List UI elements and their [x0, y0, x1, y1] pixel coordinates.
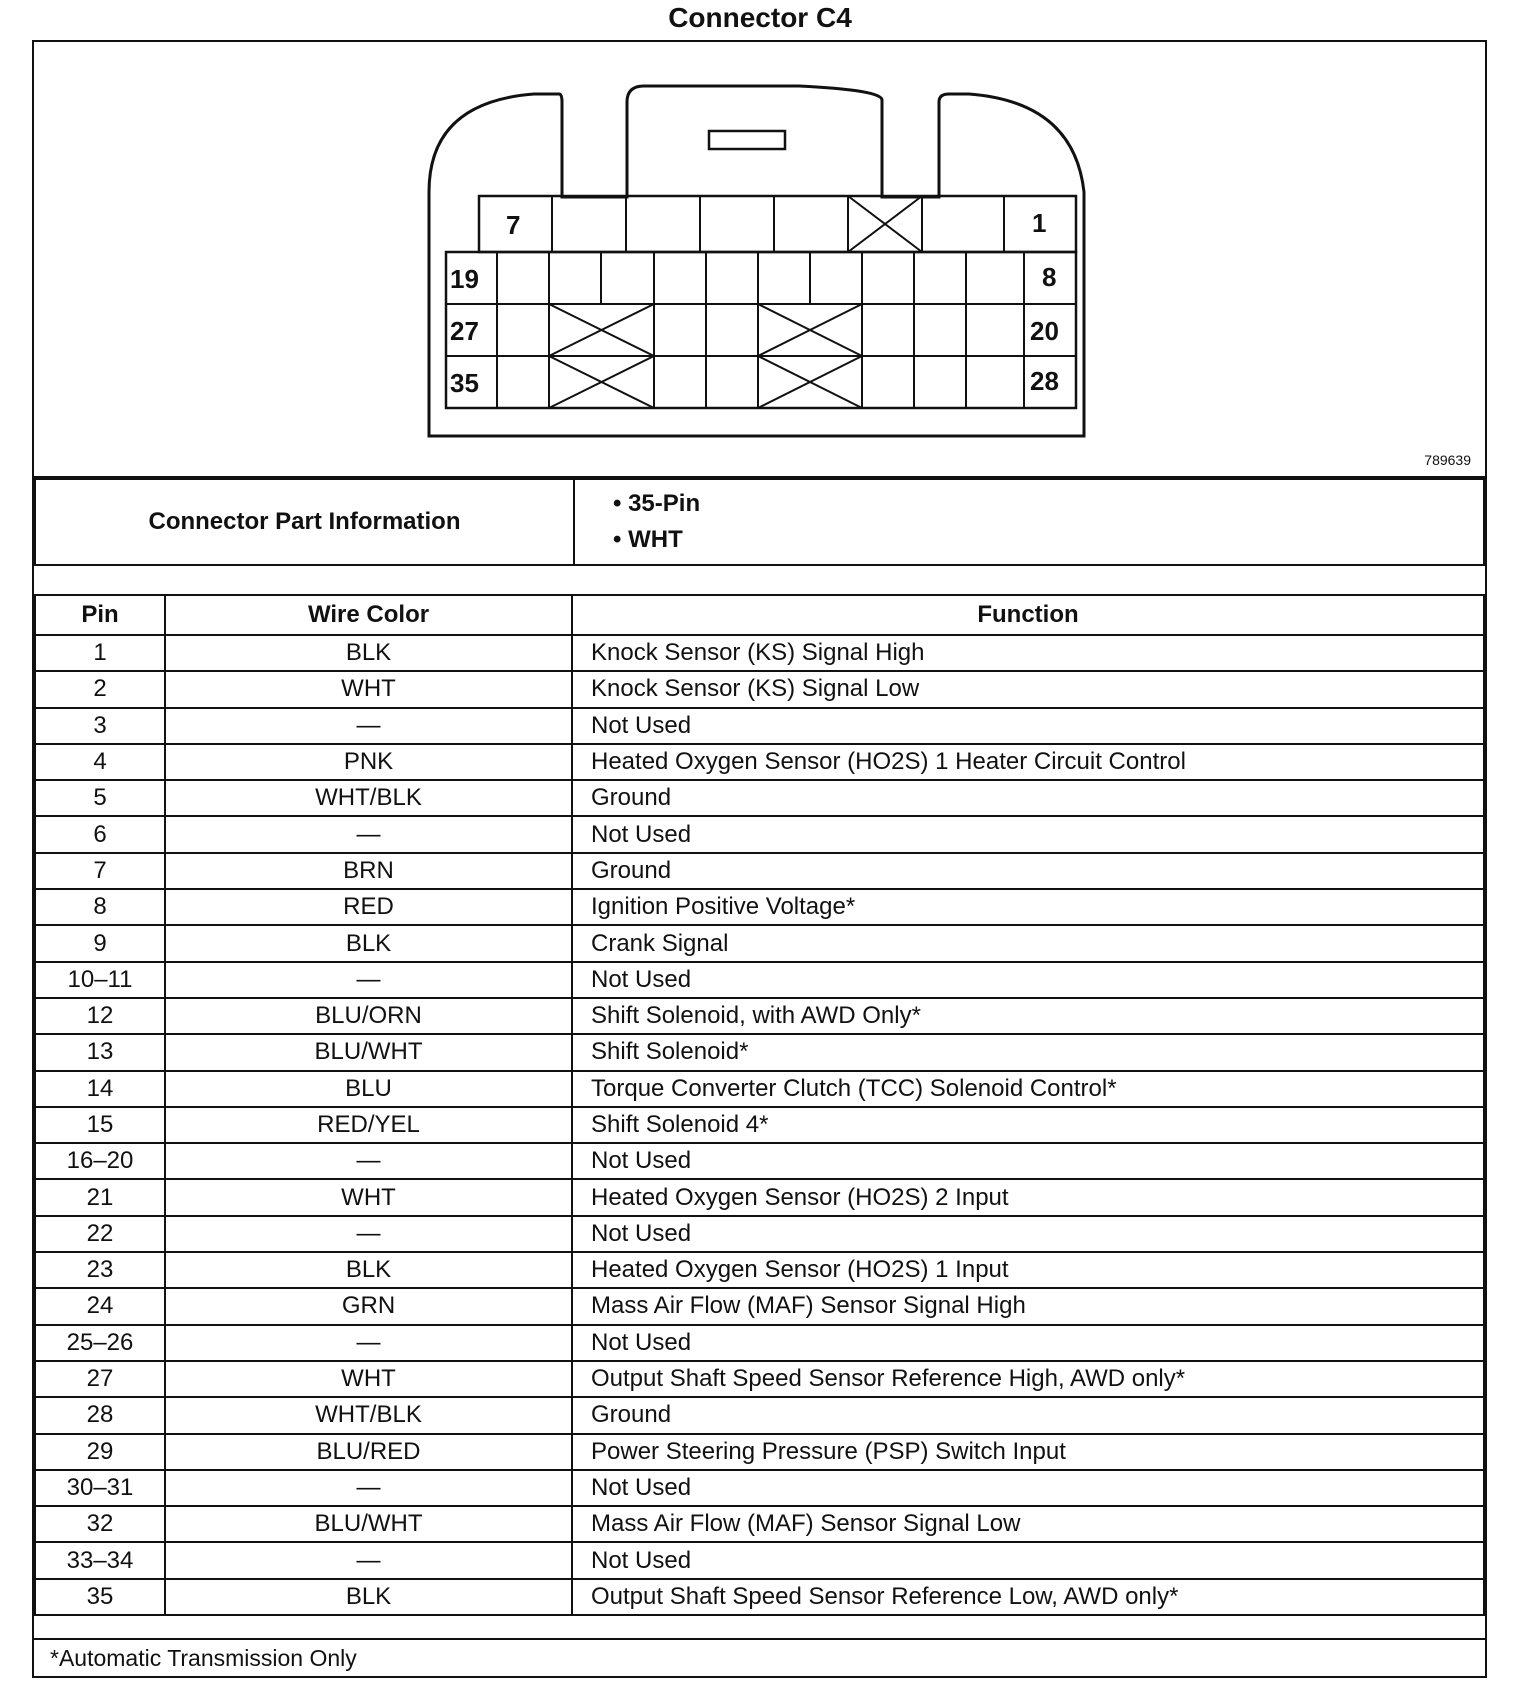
pin-cell: 15 — [35, 1107, 165, 1143]
connector-frame — [32, 40, 1487, 1678]
wire-color-cell: — — [165, 962, 572, 998]
table-row — [35, 962, 1484, 998]
pin-cell: 10–11 — [35, 962, 165, 998]
table-row — [35, 853, 1484, 889]
pin-label-1: 1 — [1032, 208, 1047, 238]
function-cell: Shift Solenoid, with AWD Only* — [572, 998, 1484, 1034]
function-cell: Output Shaft Speed Sensor Reference Low, AWD only* — [572, 1579, 1484, 1615]
part-info-label: Connector Part Information — [35, 479, 574, 565]
connector-face-drawing — [34, 42, 1485, 476]
function-cell: Output Shaft Speed Sensor Reference High, AWD only* — [572, 1361, 1484, 1397]
table-row — [35, 998, 1484, 1034]
latch-slot — [709, 131, 785, 149]
part-info-item: • WHT — [613, 522, 1483, 558]
pin-cell: 5 — [35, 780, 165, 816]
table-row — [35, 1107, 1484, 1143]
table-row — [35, 1542, 1484, 1578]
table-row — [35, 1071, 1484, 1107]
header-wire-color: Wire Color — [165, 595, 572, 635]
pin-cell: 24 — [35, 1288, 165, 1324]
figure-id: 789639 — [1424, 452, 1471, 468]
pin-label-35: 35 — [450, 368, 479, 398]
function-cell: Not Used — [572, 708, 1484, 744]
pin-label-19: 19 — [450, 264, 479, 294]
wire-color-cell: — — [165, 1216, 572, 1252]
table-row — [35, 1397, 1484, 1433]
pin-rows — [35, 635, 1484, 1615]
pin-cell: 21 — [35, 1179, 165, 1215]
pin-cell: 29 — [35, 1434, 165, 1470]
wire-color-cell: BLK — [165, 925, 572, 961]
function-cell: Mass Air Flow (MAF) Sensor Signal High — [572, 1288, 1484, 1324]
header-pin: Pin — [35, 595, 165, 635]
table-row — [35, 1506, 1484, 1542]
wire-color-cell: BLK — [165, 1252, 572, 1288]
function-cell: Knock Sensor (KS) Signal High — [572, 635, 1484, 671]
table-row — [35, 1361, 1484, 1397]
wire-color-cell: — — [165, 1470, 572, 1506]
wire-color-cell: BLK — [165, 635, 572, 671]
table-row — [35, 1288, 1484, 1324]
function-cell: Heated Oxygen Sensor (HO2S) 1 Heater Circuit Control — [572, 744, 1484, 780]
wire-color-cell: BLU/RED — [165, 1434, 572, 1470]
pin-cell: 22 — [35, 1216, 165, 1252]
pin-cell: 30–31 — [35, 1470, 165, 1506]
pin-cell: 2 — [35, 671, 165, 707]
table-row — [35, 1434, 1484, 1470]
table-row — [35, 925, 1484, 961]
pin-cell: 12 — [35, 998, 165, 1034]
table-row — [35, 744, 1484, 780]
pin-table — [34, 594, 1485, 1616]
pin-label-8: 8 — [1042, 262, 1057, 292]
pin-cell: 27 — [35, 1361, 165, 1397]
wire-color-cell: GRN — [165, 1288, 572, 1324]
table-row — [35, 1179, 1484, 1215]
wire-color-cell: RED — [165, 889, 572, 925]
table-row — [35, 1034, 1484, 1070]
pin-cell: 1 — [35, 635, 165, 671]
pin-cell: 4 — [35, 744, 165, 780]
function-cell: Torque Converter Clutch (TCC) Solenoid Control* — [572, 1071, 1484, 1107]
table-row — [35, 1325, 1484, 1361]
pin-cell: 13 — [35, 1034, 165, 1070]
wire-color-cell: WHT/BLK — [165, 780, 572, 816]
pin-row-1 — [479, 196, 1076, 252]
wire-color-cell: WHT — [165, 671, 572, 707]
header-function: Function — [572, 595, 1484, 635]
pin-cell: 35 — [35, 1579, 165, 1615]
table-row — [35, 1143, 1484, 1179]
pin-label-28: 28 — [1030, 366, 1059, 396]
wire-color-cell: BLU/WHT — [165, 1034, 572, 1070]
function-cell: Power Steering Pressure (PSP) Switch Input — [572, 1434, 1484, 1470]
pin-cell: 33–34 — [35, 1542, 165, 1578]
table-row — [35, 816, 1484, 852]
pin-cell: 25–26 — [35, 1325, 165, 1361]
pin-cell: 6 — [35, 816, 165, 852]
function-cell: Heated Oxygen Sensor (HO2S) 2 Input — [572, 1179, 1484, 1215]
pin-cell: 14 — [35, 1071, 165, 1107]
wire-color-cell: BRN — [165, 853, 572, 889]
table-row — [35, 635, 1484, 671]
pin-cell: 8 — [35, 889, 165, 925]
function-cell: Not Used — [572, 962, 1484, 998]
function-cell: Shift Solenoid 4* — [572, 1107, 1484, 1143]
housing-outline — [429, 86, 1084, 436]
wire-color-cell: BLU/ORN — [165, 998, 572, 1034]
pin-cell: 28 — [35, 1397, 165, 1433]
function-cell: Knock Sensor (KS) Signal Low — [572, 671, 1484, 707]
table-row — [35, 889, 1484, 925]
pin-cell: 3 — [35, 708, 165, 744]
function-cell: Not Used — [572, 816, 1484, 852]
pin-label-27: 27 — [450, 316, 479, 346]
table-row — [35, 780, 1484, 816]
wire-color-cell: BLK — [165, 1579, 572, 1615]
function-cell: Shift Solenoid* — [572, 1034, 1484, 1070]
pin-cell: 16–20 — [35, 1143, 165, 1179]
function-cell: Ignition Positive Voltage* — [572, 889, 1484, 925]
table-row — [35, 1216, 1484, 1252]
wire-color-cell: — — [165, 816, 572, 852]
function-cell: Not Used — [572, 1143, 1484, 1179]
wire-color-cell: WHT — [165, 1179, 572, 1215]
table-row — [35, 671, 1484, 707]
pin-cell: 7 — [35, 853, 165, 889]
wire-color-cell: PNK — [165, 744, 572, 780]
table-row — [35, 1252, 1484, 1288]
connector-part-info — [34, 478, 1485, 566]
wire-color-cell: — — [165, 1325, 572, 1361]
wire-color-cell: — — [165, 708, 572, 744]
table-row — [35, 708, 1484, 744]
function-cell: Ground — [572, 1397, 1484, 1433]
function-cell: Not Used — [572, 1470, 1484, 1506]
function-cell: Crank Signal — [572, 925, 1484, 961]
function-cell: Ground — [572, 780, 1484, 816]
function-cell: Not Used — [572, 1325, 1484, 1361]
wire-color-cell: — — [165, 1143, 572, 1179]
part-info-details — [574, 479, 1484, 565]
function-cell: Heated Oxygen Sensor (HO2S) 1 Input — [572, 1252, 1484, 1288]
part-info-item: • 35-Pin — [613, 486, 1483, 522]
pin-label-20: 20 — [1030, 316, 1059, 346]
pin-label-7: 7 — [506, 210, 521, 240]
pin-cell: 32 — [35, 1506, 165, 1542]
wire-color-cell: BLU/WHT — [165, 1506, 572, 1542]
wire-color-cell: BLU — [165, 1071, 572, 1107]
function-cell: Mass Air Flow (MAF) Sensor Signal Low — [572, 1506, 1484, 1542]
pin-cell: 9 — [35, 925, 165, 961]
footnote: *Automatic Transmission Only — [34, 1638, 1485, 1676]
wire-color-cell: RED/YEL — [165, 1107, 572, 1143]
pin-cell: 23 — [35, 1252, 165, 1288]
wire-color-cell: WHT — [165, 1361, 572, 1397]
function-cell: Not Used — [572, 1542, 1484, 1578]
pin-rows-lower — [446, 252, 1076, 408]
function-cell: Not Used — [572, 1216, 1484, 1252]
page-title: Connector C4 — [668, 2, 852, 33]
wire-color-cell: WHT/BLK — [165, 1397, 572, 1433]
table-row — [35, 1579, 1484, 1615]
table-row — [35, 1470, 1484, 1506]
function-cell: Ground — [572, 853, 1484, 889]
connector-diagram — [34, 42, 1485, 478]
wire-color-cell: — — [165, 1542, 572, 1578]
